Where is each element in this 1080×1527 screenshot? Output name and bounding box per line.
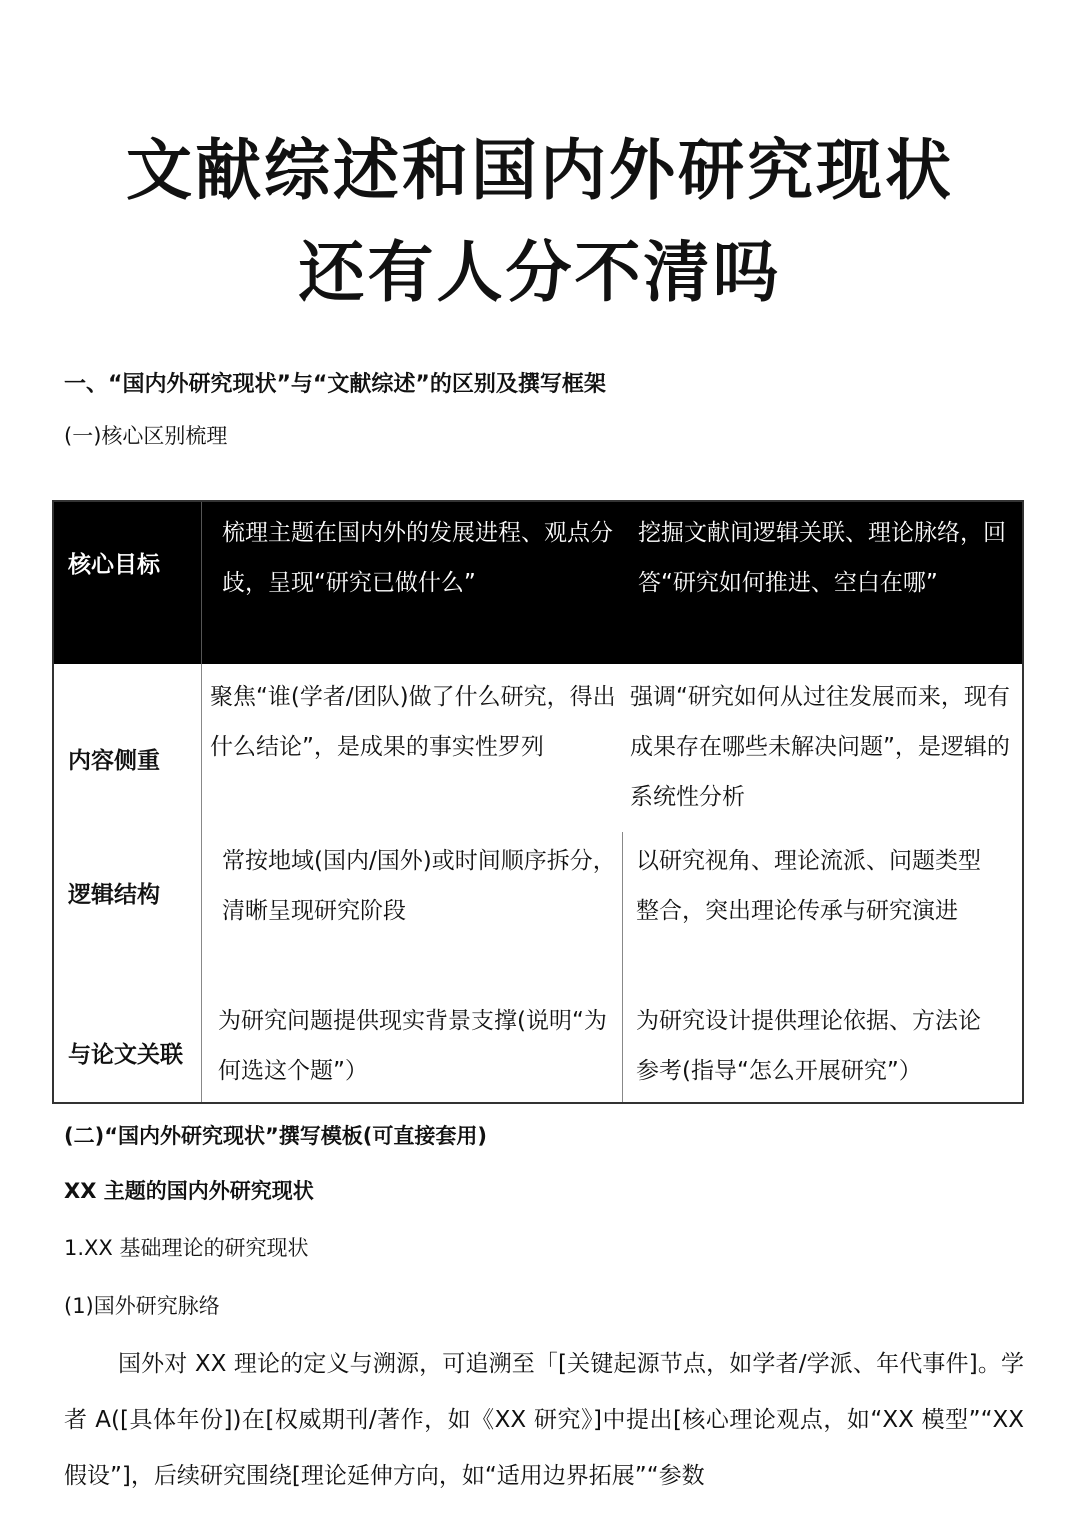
column-divider <box>622 832 623 1102</box>
row-label: 与论文关联 <box>68 1042 183 1068</box>
title-line-2: 还有人分不清吗 <box>298 234 782 311</box>
row-label: 内容侧重 <box>68 748 160 774</box>
table-row-structure <box>54 832 1022 992</box>
review-cell: 以研究视角、理论流派、问题类型 整合，突出理论传承与研究演进 <box>636 848 981 924</box>
domestic-cell: 常按地域(国内/国外)或时间顺序拆分，清晰呈现研究阶段 <box>222 848 616 924</box>
column-divider <box>201 664 202 1102</box>
table-row-content <box>54 664 1022 832</box>
review-cell: 强调“研究如何从过往发展而来，现有成果存在哪些未解决问题”，是逻辑的系统性分析 <box>630 684 1010 810</box>
review-cell: 为研究设计提供理论依据、方法论 参考(指导“怎么开展研究”） <box>636 1008 981 1084</box>
table-row-relation <box>54 992 1022 1102</box>
item-heading: 1.XX 基础理论的研究现状 <box>64 1236 309 1260</box>
section-heading: 一、“国内外研究现状”与“文献综述”的区别及撰写框架 <box>64 372 606 397</box>
table-row-goal <box>54 502 1022 664</box>
subsection-heading: (一)核心区别梳理 <box>64 424 228 448</box>
row-label: 核心目标 <box>68 552 160 578</box>
column-divider <box>201 502 202 664</box>
domestic-cell: 为研究问题提供现实背景支撑(说明“为何选这个题”） <box>218 1008 607 1084</box>
review-cell: 挖掘文献间逻辑关联、理论脉络，回答“研究如何推进、空白在哪” <box>638 520 1006 596</box>
title-line-1: 文献综述和国内外研究现状 <box>126 132 954 209</box>
body-paragraph: 国外对 XX 理论的定义与溯源，可追溯至「[关键起源节点，如学者/学派、年代事件]。学者 A([具体年份])在[权威期刊/著作，如《XX 研究》]中提出[核心理论观点，如“XX 模型”“XX 假设”]，后续研究围绕[理论延伸方向，如“适用边界拓展”“参数 <box>64 1351 1024 1489</box>
subitem-heading: (1)国外研究脉络 <box>64 1294 220 1318</box>
comparison-table <box>52 500 1024 1104</box>
topic-heading: XX 主题的国内外研究现状 <box>64 1179 314 1203</box>
template-heading: (二)“国内外研究现状”撰写模板(可直接套用) <box>64 1124 487 1148</box>
domestic-cell: 梳理主题在国内外的发展进程、观点分歧，呈现“研究已做什么” <box>222 520 613 596</box>
domestic-cell: 聚焦“谁(学者/团队)做了什么研究，得出什么结论”，是成果的事实性罗列 <box>210 684 616 760</box>
row-label: 逻辑结构 <box>68 882 160 908</box>
